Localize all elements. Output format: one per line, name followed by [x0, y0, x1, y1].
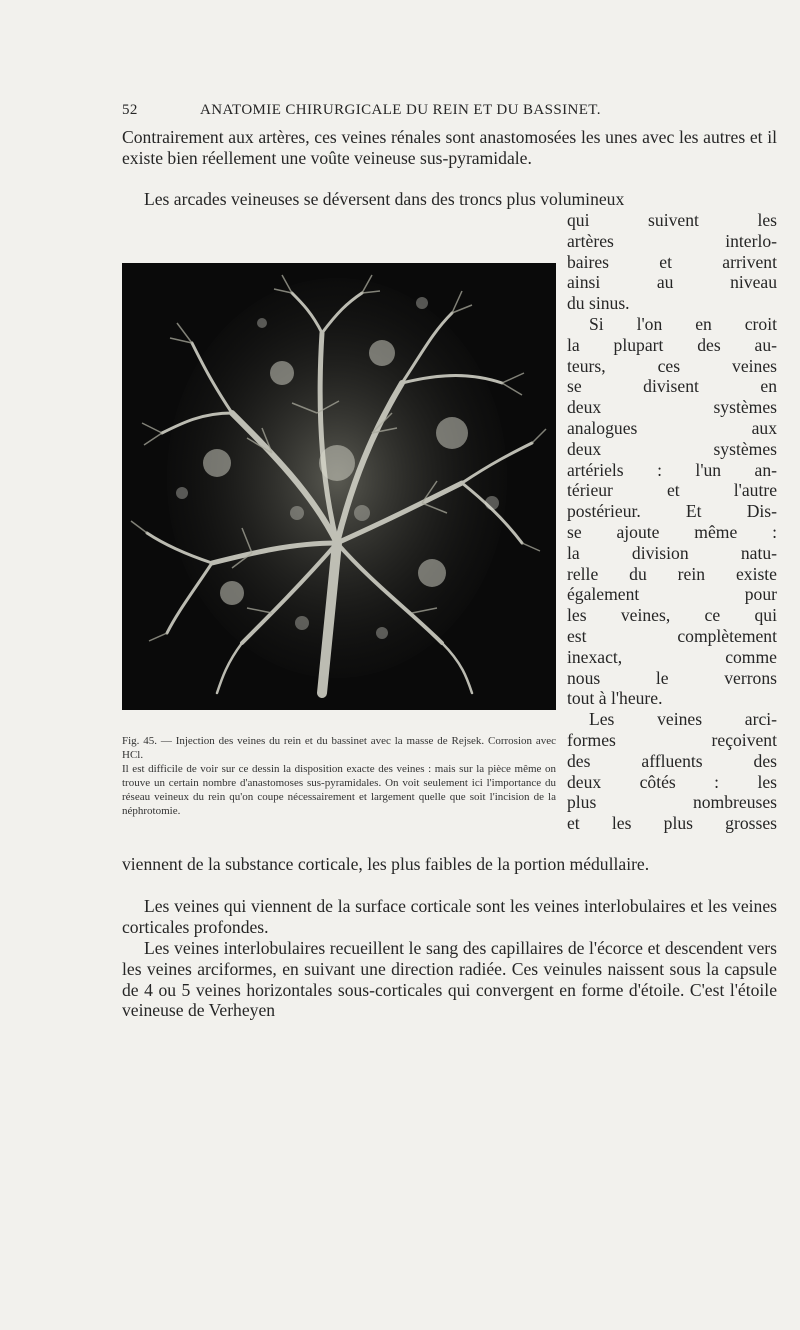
page-header: [122, 102, 722, 119]
side-line: inexact, comme: [567, 646, 777, 667]
intro-paragraph: Contrairement aux artères, ces veines rénales sont anastomosées les unes avec les autres et il existe bien réellement une voûte veineuse sus-pyramidale.: [122, 127, 777, 168]
side-line: la division natu-: [567, 542, 777, 563]
side-line: nous le verrons: [567, 667, 777, 688]
side-line: les veines, ce qui: [567, 605, 777, 626]
renal-vein-corrosion-cast-image: [122, 263, 556, 710]
interlobular-veins-paragraph: Les veines qui viennent de la surface corticale sont les veines interlobulaires et les veines corticales profondes.: [122, 896, 777, 937]
side-line: formes reçoivent: [567, 729, 777, 750]
side-line: teurs, ces veines: [567, 355, 777, 376]
side-line: et les plus grosses: [567, 813, 777, 834]
side-line: artères interlo-: [567, 230, 777, 251]
side-line: la plupart des au-: [567, 334, 777, 355]
arcades-paragraph-start: Les arcades veineuses se déversent dans des troncs plus volumineux: [144, 189, 625, 209]
side-line: Les veines arci-: [589, 709, 777, 730]
side-line: se divisent en: [567, 376, 777, 397]
side-line: artériels : l'un an-: [567, 459, 777, 480]
side-line: deux systèmes: [567, 438, 777, 459]
side-line: Si l'on en croit: [589, 313, 777, 334]
side-line: des affluents des: [567, 750, 777, 771]
side-line: qui suivent les: [567, 210, 777, 230]
side-line: ainsi au niveau: [567, 272, 777, 293]
caption-body: Il est difficile de voir sur ce dessin la disposition exacte des veines : mais sur la pièce même on trouve un certain nombre d'anastomoses sus-pyramidales. On voit seulement ici l'importance du réseau veineux du rein qu'on coupe nécessairement et largement quelle que soit l'incision de la néphrotomie.: [122, 763, 556, 817]
verheyen-paragraph: Les veines interlobulaires recueillent le sang des capillaires de l'écorce et descendent vers les veines arciformes, en suivant une direction radiée. Ces veinules naissent sous la capsule de 4 ou 5 veines horizontales sous-corticales qui convergent en forme d'étoile. C'est l'étoile veineuse de Verheyen: [122, 938, 777, 1021]
side-line: térieur et l'autre: [567, 480, 777, 501]
side-line: relle du rein existe: [567, 563, 777, 584]
side-line: du sinus.: [567, 293, 630, 314]
side-line: analogues aux: [567, 417, 777, 438]
caption-title: Fig. 45. — Injection des veines du rein et du bassinet avec la masse de Rejsek. Corrosion avec HCl.: [122, 735, 556, 761]
figure-caption: [122, 734, 556, 818]
page-number: 52: [122, 102, 138, 118]
running-title: ANATOMIE CHIRURGICALE DU REIN ET DU BASSINET.: [200, 102, 601, 118]
vein-cast-illustration: [122, 263, 556, 710]
arcades-paragraph-end: viennent de la substance corticale, les plus faibles de la portion médullaire.: [122, 854, 650, 874]
side-line: postérieur. Et Dis-: [567, 501, 777, 522]
side-line: deux côtés : les: [567, 771, 777, 792]
side-line: baires et arrivent: [567, 251, 777, 272]
side-line: deux systèmes: [567, 397, 777, 418]
side-line: se ajoute même :: [567, 521, 777, 542]
side-line: tout à l'heure.: [567, 688, 663, 709]
side-text-column: [567, 210, 777, 834]
side-line: également pour: [567, 584, 777, 605]
side-line: est complètement: [567, 625, 777, 646]
side-line: plus nombreuses: [567, 792, 777, 813]
